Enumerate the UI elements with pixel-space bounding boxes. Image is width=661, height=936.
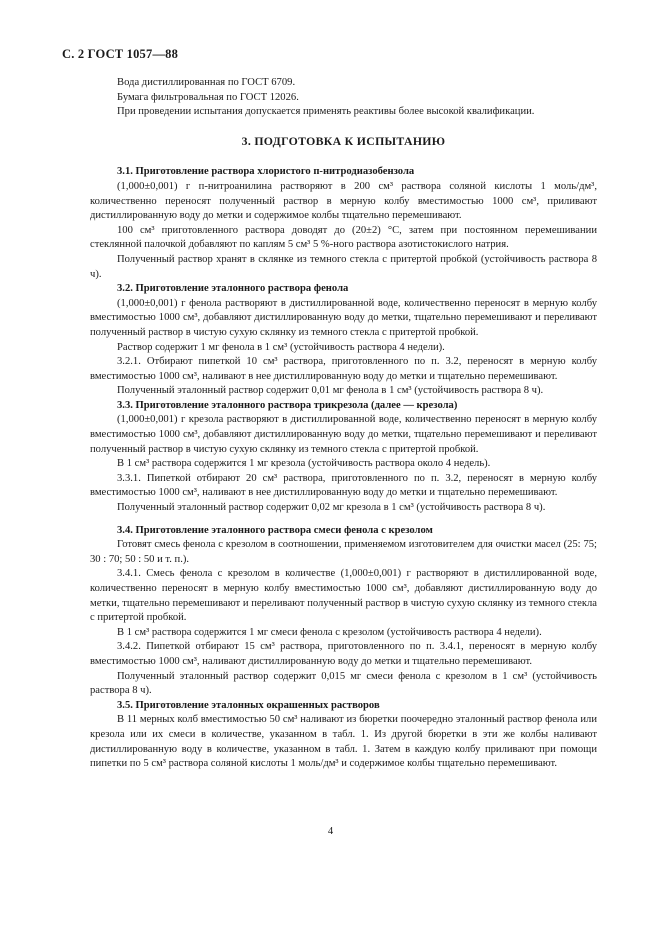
paragraph: Раствор содержит 1 мг фенола в 1 см³ (устойчивость раствора 4 недели). (117, 341, 445, 353)
paragraph: В 1 см³ раствора содержится 1 мг смеси фенола с крезолом (устойчивость раствора 4 недели). (117, 626, 542, 638)
intro-line: Вода дистиллированная по ГОСТ 6709. (117, 77, 296, 88)
paragraph: В 1 см³ раствора содержится 1 мг крезола (устойчивость раствора около 4 недель). (117, 458, 491, 470)
paragraph: 3.2.1. Отбирают пипеткой 10 см³ раствора, приготовленного по п. 3.2, переносят в мерную колбу вместимостью 1000 см³, наливают в нее дистиллированную воду до метки и тщательно перемешивают. (90, 356, 597, 382)
page-number: 4 (327, 826, 334, 837)
subsection-title-3-1: 3.1. Приготовление раствора хлористого п-нитродиазобензола (117, 166, 415, 178)
intro-line: При проведении испытания допускается применять реактивы более высокой квалификации. (117, 106, 535, 118)
paragraph: В 11 мерных колб вместимостью 50 см³ наливают из бюретки поочередно эталонный раствор фенола или крезола или их смеси в количестве, указанном в табл. 1. Из другой бюретки в эти же колбы наливают дистиллированную воду в количестве, указанном в табл. 1. Затем в каждую колбу приливают при помощи пипетки по 5 см³ раствора соляной кислоты 1 моль/дм³ и содержимое колбы тщательно перемешивают. (90, 714, 597, 770)
paragraph: 100 см³ приготовленного раствора доводят до (20±2) °С, затем при постоянном перемешивании стеклянной палочкой добавляют по каплям 5 см³ 5 %-ного раствора азотистокислого натрия. (90, 224, 597, 251)
page-header: С. 2 ГОСТ 1057—88 (62, 47, 179, 61)
paragraph: 3.4.1. Смесь фенола с крезолом в количестве (1,000±0,001) г растворяют в дистиллированной воде, количественно переносят в мерную колбу вместимостью 1000 см³, добавляют дистиллированную воду до метки, тщательно перемешивают и переливают полученный раствор в чистую сухую склянку из темного стекла с притертой пробкой. (90, 568, 597, 624)
subsection-title-3-4: 3.4. Приготовление эталонного раствора смеси фенола с крезолом (117, 524, 433, 536)
subsection-title-3-3: 3.3. Приготовление эталонного раствора трикрезола (далее — крезола) (117, 399, 458, 411)
paragraph: (1,000±0,001) г фенола растворяют в дистиллированной воде, количественно переносят в мерную колбу вместимостью 1000 см³, добавляют дистиллированную воду до метки, тщательно перемешивают и переливают полученный раствор в чистую сухую склянку из темного стекла с притертой пробкой. (90, 297, 597, 338)
subsection-title-3-2: 3.2. Приготовление эталонного раствора фенола (117, 283, 349, 295)
page-content (90, 76, 597, 772)
subsection-title-3-5: 3.5. Приготовление эталонных окрашенных растворов (117, 699, 380, 711)
paragraph: 3.4.2. Пипеткой отбирают 15 см³ раствора, приготовленного по п. 3.4.1, переносят в мерную колбу вместимостью 1000 см³, наливают дистиллированную воду до метки и тщательно перемешивают. (90, 641, 597, 667)
paragraph: Полученный раствор хранят в склянке из темного стекла с притертой пробкой (устойчивость раствора 8 ч). (90, 253, 597, 280)
paragraph: (1,000±0,001) г крезола растворяют в дистиллированной воде, количественно переносят в мерную колбу вместимостью 1000 см³, добавляют дистиллированную воду до метки, тщательно перемешивают и переливают полученный раствор в чистую сухую склянку из темного стекла с притертой пробкой. (90, 414, 597, 455)
intro-line: Бумага фильтровальная по ГОСТ 12026. (117, 91, 299, 103)
paragraph: Полученный эталонный раствор содержит 0,02 мг крезола в 1 см³ (устойчивость раствора 8 ч). (117, 502, 546, 514)
paragraph: Полученный эталонный раствор содержит 0,01 мг фенола в 1 см³ (устойчивость раствора 8 ч). (117, 385, 544, 397)
paragraph: Полученный эталонный раствор содержит 0,015 мг смеси фенола с крезолом в 1 см³ (устойчивость раствора 8 ч). (90, 670, 597, 697)
paragraph: (1,000±0,001) г п-нитроанилина растворяют в 200 см³ раствора соляной кислоты 1 моль/дм³, количественно переносят полученный раствор в мерную колбу вместимостью 1000 см³, приливают дистиллированную воду до метки и содержимое колбы тщательно перемешивают. (90, 180, 597, 222)
paragraph: 3.3.1. Пипеткой отбирают 20 см³ раствора, приготовленного по п. 3.2, переносят в мерную колбу вместимостью 1000 см³, наливают в нее дистиллированную воду до метки и тщательно перемешивают. (90, 472, 597, 499)
paragraph: Готовят смесь фенола с крезолом в соотношении, применяемом изготовителем для очистки масел (25: 75; 30 : 70; 50 : 50 и т. п.). (90, 539, 597, 565)
section-title: 3. ПОДГОТОВКА К ИСПЫТАНИЮ (241, 133, 446, 148)
